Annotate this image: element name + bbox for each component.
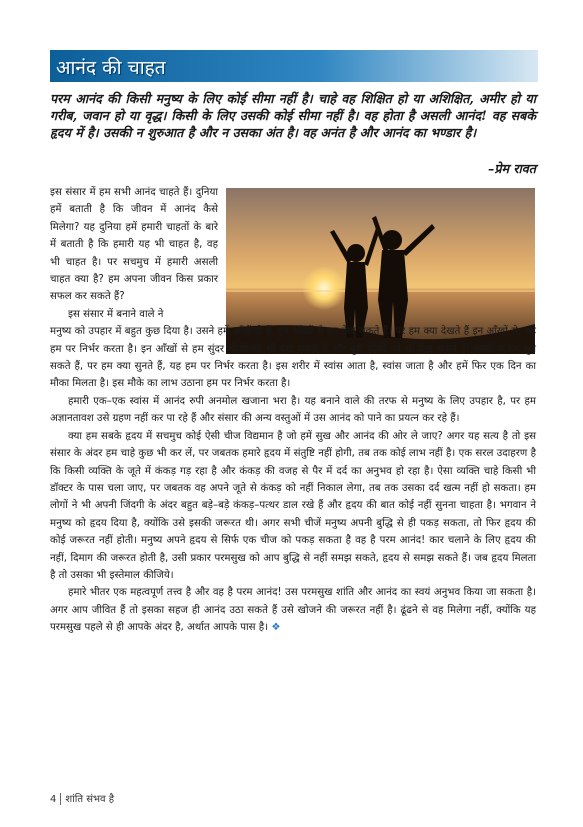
- end-diamond-icon: ❖: [271, 622, 281, 634]
- intro-paragraph: इस संसार में हम सभी आनंद चाहते हैं। दुनिया हमें बताती है कि जीवन में आनंद कैसे मिलेगा? यह दुनिया हमें हमारी चाहतों के बारे में बताती है कि हमारी यह भी चाहत है, वह भी चाहत है। पर सचमुच में हमारी असली चाहत क्या है? हम अपना जीवन किस प्रकार सफल कर सकते हैं?: [50, 187, 218, 303]
- paragraph-2-head: इस संसार में बनाने वाले ने: [68, 308, 164, 320]
- page-number: 4: [50, 794, 57, 805]
- quote-text: परम आनंद की किसी मनुष्य के लिए कोई सीमा नहीं है। चाहे वह शिक्षित हो या अशिक्षित, अमीर हो या गरीब, जवान हो या वृद्ध। किसी के लिए उसकी कोई सीमा नहीं है। वह होता है असली आनंद! वह सबके हृदय में है। उसकी न शुरुआत है और न उसका अंत है। वह अनंत है और आनंद का भण्डार है।: [50, 91, 536, 140]
- footer-divider: [60, 793, 61, 805]
- title-bar: [50, 50, 538, 82]
- paragraph-4: क्या हम सबके हृदय में सचमुच कोई ऐसी चीज विद्यमान है जो हमें सुख और आनंद की ओर ले जाए? अगर यह सत्य है तो इस संसार के अंदर हम चाहे कुछ भी कर लें, पर जबतक हमारे हृदय में संतुष्टि नहीं होगी, तब तक कोई लाभ नहीं है। एक सरल उदाहरण है कि किसी व्यक्ति के जूते में कंकड़ गड़ रहा है और कंकड़ की वजह से पैर में दर्द का अनुभव हो रहा है। ऐसा व्यक्ति चाहे किसी भी डॉक्टर के पास चला जाए, पर जबतक वह अपने जूते से कंकड़ को नहीं निकाल लेगा, तब तक उसका दर्द खत्म नहीं हो सकता। हम लोगों ने भी अपनी जिंदगी के अंदर बहुत बड़े–बड़े कंकड़–पत्थर डाल रखे हैं और हृदय की बात कोई नहीं सुनना चाहता है। भगवान ने मनुष्य को हृदय दिया है, क्योंकि उसे इसकी जरूरत थी। अगर सभी चीजें मनुष्य अपनी बुद्धि से ही पकड़ सकता, तो फिर हृदय की कोई जरूरत नहीं होती। मनुष्य अपने हृदय से सिर्फ एक चीज को पकड़ सकता है वह है परम आनंद! कार चलाने के लिए हृदय की नहीं, दिमाग की जरूरत होती है, उसी प्रकार परमसुख को आप बुद्धि से नहीं समझ सकते, हृदय से समझ सकते हैं। जब हृदय मिलता है तो उसका भी इस्तेमाल कीजिये।: [50, 430, 536, 581]
- paragraph-3: हमारी एक–एक स्वांस में आनंद रुपी अनमोल खजाना भरा है। यह बनाने वाले की तरफ से मनुष्य के लिए उपहार है, पर हम अज्ञानतावश उसे ग्रहण नहीं कर पा रहे हैं और संसार की अन्य वस्तुओं में उस आनंद को पाने का प्रयत्न कर रहे हैं।: [50, 395, 536, 425]
- publication-name: शांति संभव है: [65, 794, 115, 805]
- paragraph-5: [50, 584, 536, 636]
- article-body: [50, 184, 536, 637]
- page-footer: [50, 791, 114, 805]
- paragraph-2-body: मनुष्य को उपहार में बहुत कुछ दिया है। उसने हमें आँखें दी हैं, इन आँखों से हम देख सकते हैं। पर हम क्या देखते हैं इन आँखों से, यह हम पर निर्भर करता है। इन आँखों से हम सुंदर चीजों को भी देख सकते हैं और बुरी चीजों को भी देख सकते हैं। कानों से हम सुन सकते हैं, पर हम क्या सुनते हैं, यह हम पर निर्भर करता है। इस शरीर में स्वांस आता है, स्वांस जाता है और हमें फिर एक दिन का मौका मिलता है। इस मौके का लाभ उठाना हम पर निर्भर करता है।: [50, 326, 536, 390]
- paragraph-5-text: हमारे भीतर एक महत्वपूर्ण तत्त्व है और वह है परम आनंद! उस परमसुख शांति और आनंद का स्वयं अनुभव किया जा सकता है। अगर आप जीवित हैं तो इसका सहज ही आनंद उठा सकते हैं उसे खोजने की जरूरत नहीं है। ढूंढने से वह मिलेगा नहीं, क्योंकि यह परमसुख पहले से ही आपके अंदर है, अर्थात आपके पास है।: [50, 587, 536, 634]
- page-title: आनंद की चाहत: [56, 57, 166, 79]
- quote-author: –प्रेम रावत: [488, 161, 536, 176]
